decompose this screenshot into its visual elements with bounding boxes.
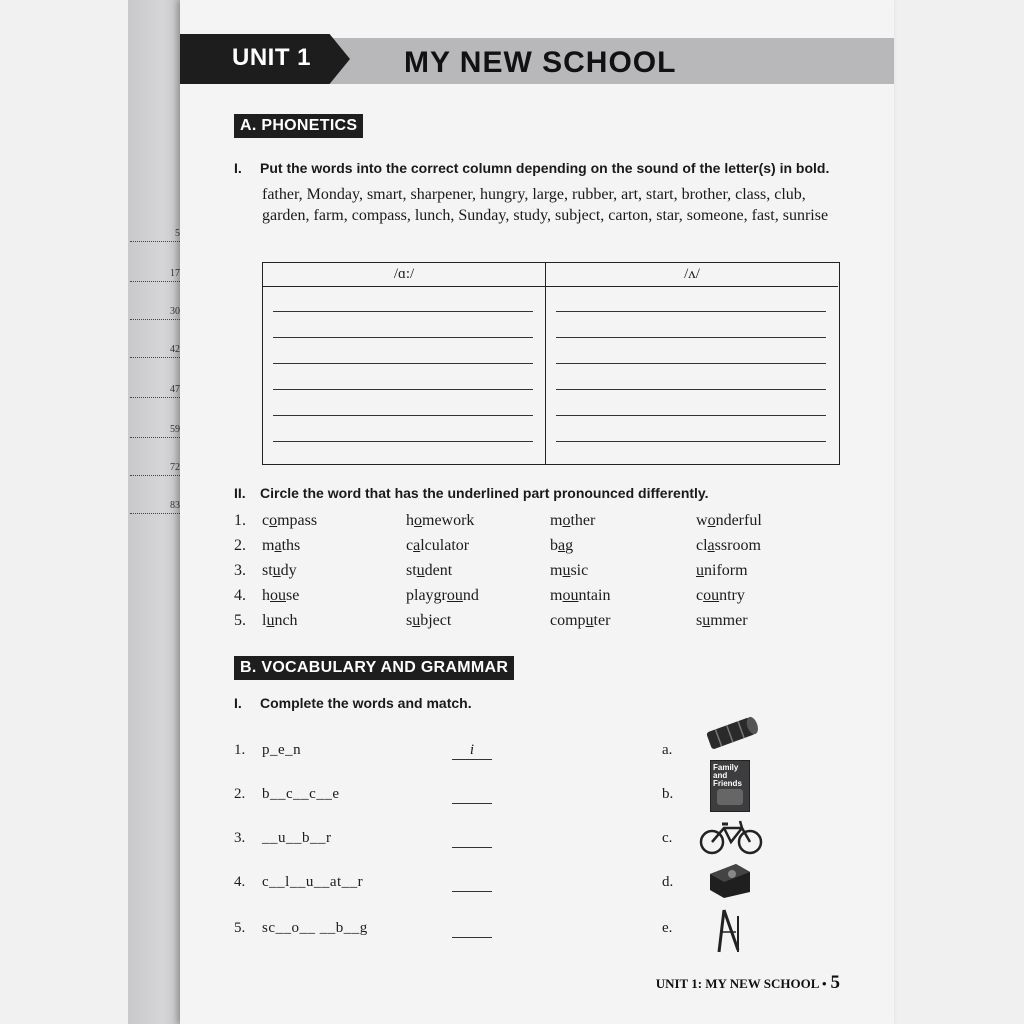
choice-word[interactable]: student xyxy=(406,562,453,579)
task-number: I. xyxy=(234,160,242,176)
toc-page-number: 30 xyxy=(130,306,180,320)
item-number: 3. xyxy=(234,562,246,579)
choice-word[interactable]: subject xyxy=(406,612,452,629)
choice-word[interactable]: calculator xyxy=(406,537,470,554)
answer-line[interactable] xyxy=(273,311,533,312)
choice-word[interactable]: bag xyxy=(550,537,574,554)
vocab-row xyxy=(234,786,694,808)
word-puzzle: c__l__u__at__r xyxy=(262,874,364,890)
choice-word[interactable]: summer xyxy=(696,612,748,629)
picture-letter: b. xyxy=(662,786,674,802)
answer-blank[interactable] xyxy=(452,920,492,938)
word-list: father, Monday, smart, sharpener, hungry, large, rubber, art, start, brother, class, club, garden, farm, compass, lunch, Sunday, study, subject, carton, star, someone, fast, sunrise xyxy=(262,186,829,224)
answer-line[interactable] xyxy=(273,415,533,416)
choice-word[interactable]: uniform xyxy=(696,562,748,579)
page-footer xyxy=(656,972,840,994)
choice-word[interactable]: maths xyxy=(262,537,301,554)
task-text: Circle the word that has the underlined part pronounced differently. xyxy=(260,485,709,501)
workbook-page xyxy=(180,0,894,1024)
vocab-row xyxy=(234,830,694,852)
choice-word[interactable]: playground xyxy=(406,587,479,604)
answer-line[interactable] xyxy=(556,363,826,364)
page-number: 5 xyxy=(830,972,840,993)
underlying-page-edge xyxy=(128,0,186,1024)
word-puzzle: p_e_n xyxy=(262,742,302,758)
item-number: 1. xyxy=(234,512,246,529)
task-instruction xyxy=(234,695,472,711)
book-icon xyxy=(710,760,750,812)
answer-blank[interactable] xyxy=(452,874,492,892)
choice-word[interactable]: compass xyxy=(262,512,318,529)
task-text: Complete the words and match. xyxy=(260,695,472,711)
answer-line[interactable] xyxy=(273,337,533,338)
page-title: MY NEW SCHOOL xyxy=(404,46,677,79)
picture-letter: c. xyxy=(662,830,673,846)
choice-word[interactable]: computer xyxy=(550,612,611,629)
word-puzzle: b__c__c__e xyxy=(262,786,340,802)
item-number: 2. xyxy=(234,537,246,554)
item-number: 4. xyxy=(234,874,246,890)
choice-word[interactable]: mountain xyxy=(550,587,611,604)
choice-word[interactable]: mother xyxy=(550,512,596,529)
task-instruction xyxy=(234,485,709,501)
section-heading-vocabulary: B. VOCABULARY AND GRAMMAR xyxy=(234,656,514,680)
task-text: Put the words into the correct column depending on the sound of the letter(s) in bold. xyxy=(260,160,830,176)
answer-line[interactable] xyxy=(556,389,826,390)
column-header: /ɑ:/ xyxy=(263,263,545,287)
answer-line[interactable] xyxy=(273,363,533,364)
sharpener-icon xyxy=(706,858,754,900)
toc-page-number: 72 xyxy=(130,462,180,476)
footer-text: UNIT 1: MY NEW SCHOOL • xyxy=(655,976,827,991)
toc-page-number: 42 xyxy=(130,344,180,358)
table-column xyxy=(546,263,838,464)
choice-row xyxy=(234,537,854,559)
item-number: 4. xyxy=(234,587,246,604)
answer-blank[interactable] xyxy=(452,830,492,848)
vocab-row xyxy=(234,920,694,942)
task-instruction xyxy=(234,160,829,176)
background-right xyxy=(894,0,1024,1024)
toc-page-number: 59 xyxy=(130,424,180,438)
rubber-roll-icon xyxy=(702,714,762,754)
answer-line[interactable] xyxy=(273,441,533,442)
vocab-row xyxy=(234,874,694,896)
choice-word[interactable]: homework xyxy=(406,512,475,529)
toc-page-number: 47 xyxy=(130,384,180,398)
answer-line[interactable] xyxy=(556,441,826,442)
choice-word[interactable]: country xyxy=(696,587,745,604)
choice-row xyxy=(234,512,854,534)
answer-line[interactable] xyxy=(556,311,826,312)
choice-row xyxy=(234,612,854,634)
section-heading-phonetics: A. PHONETICS xyxy=(234,114,363,138)
compass-icon xyxy=(716,906,746,956)
toc-page-number: 17 xyxy=(130,268,180,282)
column-header: /ʌ/ xyxy=(546,263,838,287)
bicycle-icon xyxy=(698,818,764,856)
choice-word[interactable]: study xyxy=(262,562,297,579)
background-left xyxy=(0,0,128,1024)
choice-row xyxy=(234,562,854,584)
item-number: 1. xyxy=(234,742,246,758)
choice-row xyxy=(234,587,854,609)
unit-label: UNIT 1 xyxy=(232,44,312,71)
item-number: 3. xyxy=(234,830,246,846)
item-number: 5. xyxy=(234,612,246,629)
choice-word[interactable]: wonderful xyxy=(696,512,762,529)
answer-line[interactable] xyxy=(273,389,533,390)
picture-letter: a. xyxy=(662,742,673,758)
task-number: II. xyxy=(234,485,246,501)
vocab-row xyxy=(234,742,694,764)
word-puzzle: __u__b__r xyxy=(262,830,332,846)
picture-letter: e. xyxy=(662,920,673,936)
choice-word[interactable]: lunch xyxy=(262,612,298,629)
answer-blank[interactable]: i xyxy=(452,742,492,760)
task-number: I. xyxy=(234,695,242,711)
item-number: 5. xyxy=(234,920,246,936)
choice-word[interactable]: music xyxy=(550,562,589,579)
toc-page-number: 83 xyxy=(130,500,180,514)
item-number: 2. xyxy=(234,786,246,802)
unit-banner xyxy=(180,34,894,86)
picture-letter: d. xyxy=(662,874,674,890)
answer-line[interactable] xyxy=(556,415,826,416)
answer-blank[interactable] xyxy=(452,786,492,804)
answer-line[interactable] xyxy=(556,337,826,338)
book-cover-title: Family and Friends xyxy=(713,763,742,788)
choice-word[interactable]: house xyxy=(262,587,300,604)
toc-page-number: 5 xyxy=(130,228,180,242)
table-column xyxy=(263,263,546,464)
book-cover-art xyxy=(717,789,743,805)
phonetics-table xyxy=(262,262,840,465)
word-puzzle: sc__o__ __b__g xyxy=(262,920,368,936)
choice-word[interactable]: classroom xyxy=(696,537,761,554)
